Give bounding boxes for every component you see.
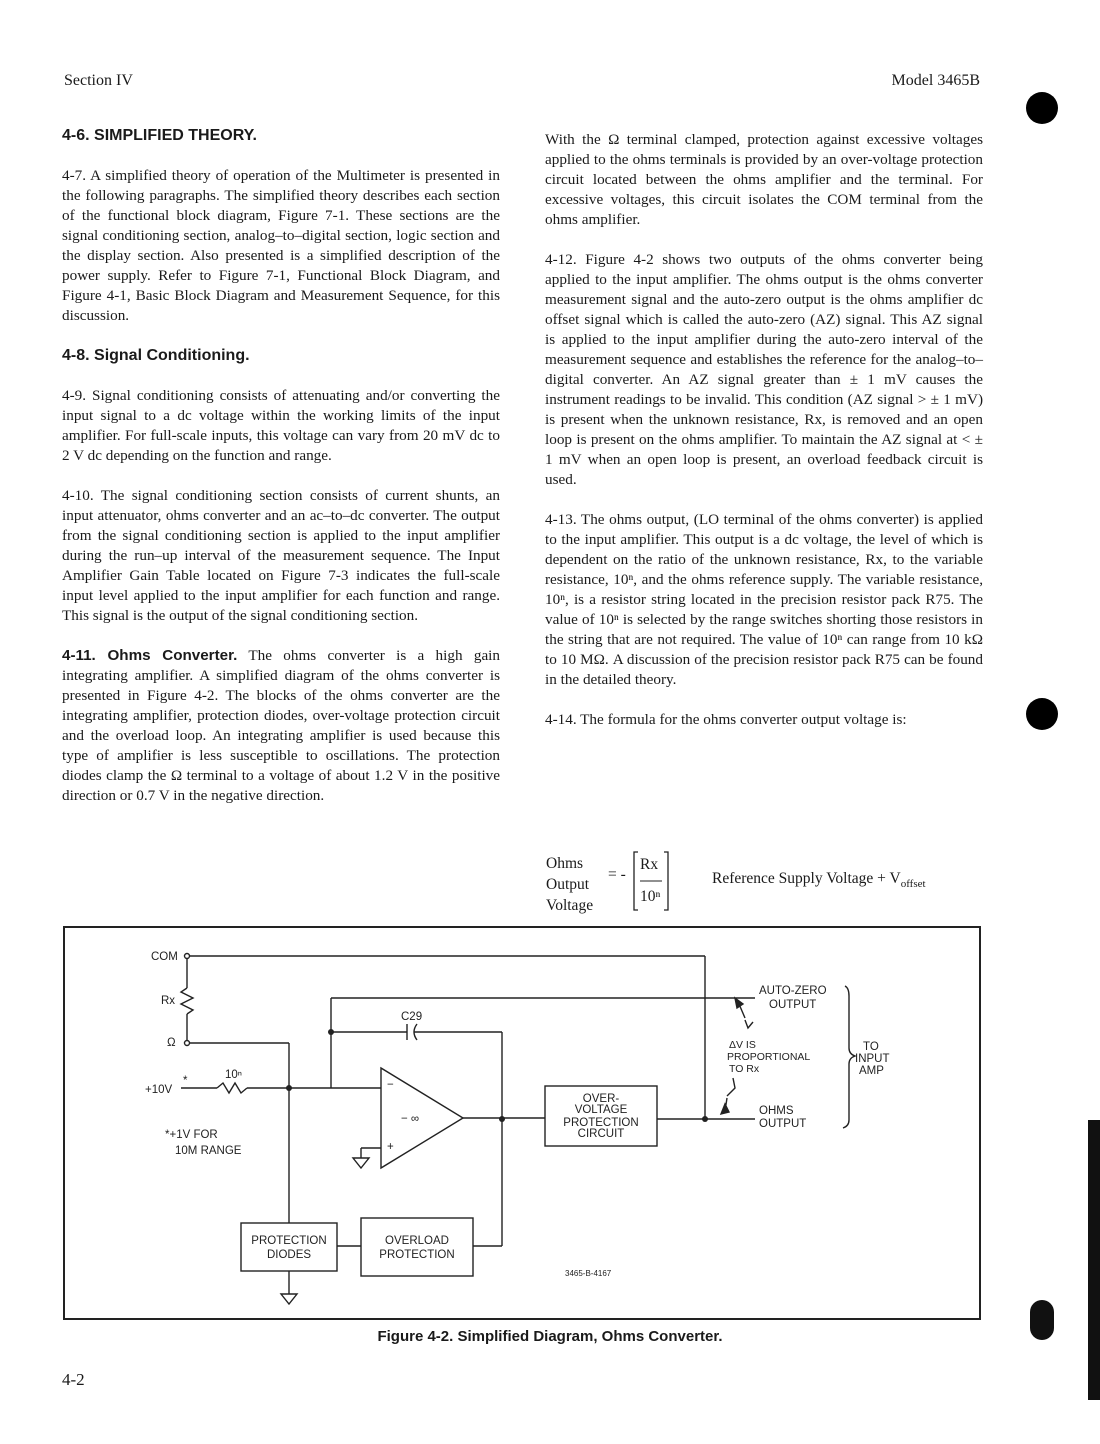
pd-line-1: PROTECTION bbox=[251, 1235, 327, 1247]
ovp-line-4: CIRCUIT bbox=[577, 1128, 625, 1140]
olp-line-2: PROTECTION bbox=[379, 1249, 455, 1261]
formula-rest-text: Reference Supply Voltage + V bbox=[712, 870, 901, 887]
ohms-formula bbox=[546, 850, 986, 920]
pd-line-2: DIODES bbox=[266, 1249, 312, 1261]
az-line-2: OUTPUT bbox=[769, 999, 817, 1011]
dv-line-2: PROPORTIONAL bbox=[727, 1051, 811, 1063]
binder-hole-top bbox=[1026, 92, 1058, 124]
scan-edge-mark bbox=[1088, 1120, 1100, 1400]
figure-code: 3465-B-4167 bbox=[565, 1269, 612, 1278]
section-label: Section IV bbox=[64, 72, 133, 89]
label-com: COM bbox=[151, 951, 178, 963]
label-footnote-1: *+1V FOR bbox=[165, 1129, 218, 1141]
label-plus10v: +10V bbox=[145, 1084, 173, 1096]
ovp-line-1: OVER- bbox=[582, 1093, 620, 1105]
figure-4-2 bbox=[63, 926, 981, 1320]
formula-rest bbox=[712, 870, 926, 890]
para-4-12: 4-12. Figure 4-2 shows two outputs of the ohms converter being applied to the input amplifier. The ohms output is the ohms converter measurement signal and the auto-zero output is the ohms amplifier dc offset signal which is called the auto-zero (AZ) signal. This AZ signal is applied to the input amplifier during the auto-zero interval of the measurement sequence and establishes the reference for the analog–to–digital converter. An AZ signal greater than ± 1 mV causes the instrument readings to be invalid. This condition (AZ signal > ± 1 mV) is present when the unknown resistance, Rx, is removed and an open loop is present on the ohms amplifier. To maintain the AZ signal at < ± 1 mV when an open loop is present, an overload feedback circuit is used. bbox=[545, 251, 983, 488]
to-line-1: TO bbox=[863, 1041, 879, 1053]
to-line-2: INPUT bbox=[855, 1053, 890, 1065]
formula-numerator: Rx bbox=[640, 856, 659, 873]
para-4-11 bbox=[62, 646, 500, 806]
label-minus: − bbox=[387, 1079, 394, 1091]
label-res: 10ⁿ bbox=[225, 1069, 242, 1081]
ohms-converter-lead: 4-11. Ohms Converter. bbox=[62, 647, 238, 664]
heading-simplified-theory: 4-6. SIMPLIFIED THEORY. bbox=[62, 127, 257, 144]
formula-offset-sub: offset bbox=[900, 878, 926, 891]
para-4-11-text: The ohms converter is a high gain integrating amplifier. A simplified diagram of the ohms converter is presented in Figure 4-2. The blocks of the ohms converter are the integrating amplifier, protection diodes, over-voltage protection circuit and the overload loop. An integrating amplifier is used because this type of amplifier is less susceptible to oscillations. The protection diodes clamp the Ω terminal to a voltage of about 1.2 V in the positive direction or 0.7 V in the negative direction. bbox=[62, 647, 500, 804]
ohmsout-line-1: OHMS bbox=[759, 1105, 794, 1117]
formula-label-ohms: Ohms bbox=[546, 855, 584, 872]
label-cap: C29 bbox=[401, 1011, 423, 1023]
label-rx: Rx bbox=[161, 995, 176, 1007]
label-star: * bbox=[183, 1075, 188, 1087]
label-footnote-2: 10M RANGE bbox=[175, 1145, 242, 1157]
label-opamp: − ∞ bbox=[401, 1113, 420, 1125]
formula-label-output: Output bbox=[546, 876, 590, 893]
az-line-1: AUTO-ZERO bbox=[759, 985, 827, 997]
left-column bbox=[62, 126, 500, 826]
figure-caption: Figure 4-2. Simplified Diagram, Ohms Converter. bbox=[377, 1328, 723, 1345]
para-4-9: 4-9. Signal conditioning consists of attenuating and/or converting the input signal to a dc voltage within the working limits of the input amplifier. For full-scale inputs, this voltage can vary from 20 mV dc to 2 V dc depending on the function and range. bbox=[62, 387, 500, 464]
formula-denominator: 10ⁿ bbox=[640, 888, 661, 905]
to-line-3: AMP bbox=[859, 1065, 884, 1077]
ovp-line-3: PROTECTION bbox=[563, 1117, 639, 1129]
heading-signal-conditioning: 4-8. Signal Conditioning. bbox=[62, 347, 250, 364]
binder-hole-bottom bbox=[1030, 1300, 1054, 1340]
dv-line-3: TO Rx bbox=[729, 1063, 760, 1075]
ohmsout-line-2: OUTPUT bbox=[759, 1118, 807, 1130]
dv-line-1: ΔV IS bbox=[729, 1039, 756, 1051]
page-number: 4-2 bbox=[62, 1370, 85, 1389]
para-4-14: 4-14. The formula for the ohms converter output voltage is: bbox=[545, 711, 907, 728]
label-plus: + bbox=[387, 1141, 394, 1153]
formula-equals: = - bbox=[608, 866, 626, 883]
para-4-13: 4-13. The ohms output, (LO terminal of the ohms converter) is applied to the input amplifier. This output is a dc voltage, the level of which is dependent on the ratio of the unknown resistance, Rx, to the variable resistance, 10ⁿ, and the ohms reference supply. The variable resistance, 10ⁿ, is a resistor string located in the precision resistor pack R75. The value of 10ⁿ is selected by the range switches shorting those resistors in the string that are not required. The value of 10ⁿ can range from 10 kΩ to 10 MΩ. A discussion of the precision resistor pack R75 can be found in the detailed theory. bbox=[545, 511, 983, 688]
para-4-7: 4-7. A simplified theory of operation of the Multimeter is presented in the following paragraphs. The simplified theory describes each section of the functional block diagram, Figure 7-1. These sections are the signal conditioning section, analog–to–digital section, logic section and the display section. Also presented is a simplified description of the power supply. Refer to Figure 7-1, Functional Block Diagram, and Figure 4-1, Basic Block Diagram and Measurement Sequence, for this discussion. bbox=[62, 167, 500, 324]
para-continuation: With the Ω terminal clamped, protection against excessive voltages applied to the ohms terminals is provided by an over-voltage protection circuit located between the ohms amplifier and the terminal. For excessive voltages, this circuit isolates the COM terminal from the ohms amplifier. bbox=[545, 131, 983, 228]
right-column bbox=[545, 130, 983, 750]
olp-line-1: OVERLOAD bbox=[385, 1235, 449, 1247]
binder-hole-middle bbox=[1026, 698, 1058, 730]
model-label: Model 3465B bbox=[891, 72, 980, 89]
label-ohm: Ω bbox=[167, 1037, 176, 1049]
ohms-converter-diagram bbox=[65, 928, 979, 1318]
formula-label-voltage: Voltage bbox=[546, 897, 594, 914]
ovp-line-2: VOLTAGE bbox=[574, 1104, 628, 1116]
para-4-10: 4-10. The signal conditioning section consists of current shunts, an input attenuator, ohms converter and an ac–to–dc converter. The output from the signal conditioning section is applied to the input amplifier during the run–up interval of the measurement sequence. The Input Amplifier Gain Table located on Figure 7-3 indicates the full-scale input level applied to the input amplifier for each function and range. This signal is the output of the signal conditioning section. bbox=[62, 487, 500, 624]
